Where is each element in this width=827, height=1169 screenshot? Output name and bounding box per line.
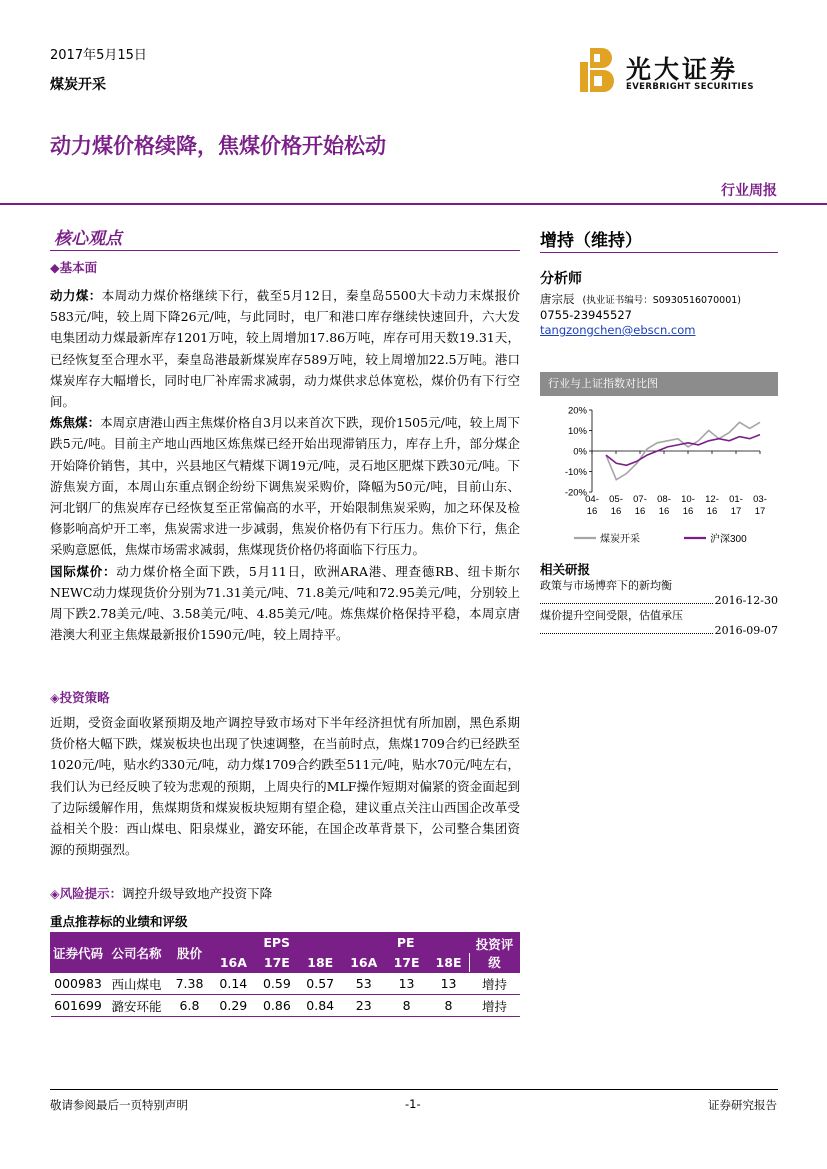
analyst-cert: (执业证书编号：S0930516070001) [582, 295, 742, 306]
footer-disclaimer: 敬请参阅最后一页特别声明 [50, 1098, 188, 1112]
col-year-header: 18E [299, 953, 342, 973]
fundamentals-heading: ◆基本面 [50, 260, 98, 275]
thermal-coal-label: 动力煤： [50, 288, 102, 303]
related-report-item[interactable] [540, 578, 778, 608]
cell-pe-16a: 53 [342, 973, 386, 995]
cell-pe-17e: 8 [386, 995, 428, 1017]
report-date: 2017年5月15日 [50, 48, 147, 63]
company-logo [580, 48, 780, 94]
related-report-item[interactable] [540, 608, 778, 638]
cell-eps-17e: 0.59 [255, 973, 298, 995]
table-row [51, 995, 520, 1017]
strategy-body: 近期，受资金面收紧预期及地产调控导致市场对下半年经济担忧有所加剧，黑色系期货价格大幅下跌，煤炭板块也出现了快速调整，在当前时点，焦煤1709合约已经跌至1020元/吨，贴水约330元/吨，动力煤1709合约跌至511元/吨，贴水70元/吨左右，我们认为已经反映了较为悲观的预期，上周央行的MLF操作短期对偏紧的资金面起到了边际缓解作用，焦煤期货和煤炭板块短期有望企稳，建议重点关注山西国企改革受益相关个股：西山煤电、阳泉煤业，潞安环能，在国企改革背景下，公司整合集团资源的预期强烈。 [50, 715, 520, 858]
x-tick-label: 16 [706, 506, 718, 517]
fundamentals-body [50, 285, 520, 645]
related-report-title: 煤价提升空间受限，估值承压 [540, 609, 683, 622]
logo-chinese-text: 光大证券 [626, 55, 739, 84]
x-tick-label: 08- [657, 494, 671, 505]
cell-name: 西山煤电 [106, 973, 168, 995]
recommend-table-title: 重点推荐标的业绩和评级 [50, 914, 188, 929]
report-headline: 动力煤价格续降，焦煤价格开始松动 [50, 134, 386, 158]
col-year-header: 18E [428, 953, 470, 973]
cell-price: 7.38 [168, 973, 212, 995]
related-report-date: 2016-12-30 [714, 594, 778, 607]
thermal-coal-text: 本周动力煤价格继续下行，截至5月12日，秦皇岛5500大卡动力末煤报价583元/吨，较上周下降26元/吨，与此同时，电厂和港口库存继续快速回升，六大发电集团动力煤最新库存1201万吨，较上周增加17.86万吨，库存可用天数19.31天，已经恢复至合理水平，秦皇岛港最新煤炭库存589万吨，较上周增加22.5万吨。港口煤炭库存大幅增长，同时电厂补库需求减弱，动力煤供求总体宽松，煤价仍有下行空间。 [50, 288, 520, 410]
strategy-heading: ◈投资策略 [50, 690, 110, 705]
sector-label: 煤炭开采 [50, 77, 106, 93]
related-report-title: 政策与市场博弈下的新均衡 [540, 579, 672, 592]
footer-report-label: 证券研究报告 [708, 1098, 777, 1112]
risk-heading: ◈风险提示： [50, 886, 123, 901]
footer-divider [50, 1089, 778, 1090]
y-tick-label: -10% [564, 467, 587, 478]
core-divider [50, 250, 520, 251]
cell-code: 601699 [51, 995, 106, 1017]
col-eps-header: EPS [212, 933, 342, 953]
col-year-header: 17E [255, 953, 298, 973]
cell-eps-16a: 0.29 [212, 995, 256, 1017]
coking-coal-paragraph [50, 412, 520, 560]
cell-eps-16a: 0.14 [212, 973, 256, 995]
chart-title: 行业与上证指数对比图 [540, 372, 778, 396]
x-tick-label: 12- [705, 494, 719, 505]
x-tick-label: 07- [633, 494, 647, 505]
cell-price: 6.8 [168, 995, 212, 1017]
x-tick-label: 01- [729, 494, 743, 505]
related-reports-list [540, 578, 778, 638]
x-tick-label: 05- [609, 494, 623, 505]
core-view-title: 核心观点 [54, 229, 122, 249]
risk-text: 调控升级导致地产投资下降 [122, 886, 273, 901]
recommend-table [50, 932, 520, 1017]
header-divider [0, 203, 827, 205]
cell-pe-17e: 13 [386, 973, 428, 995]
cell-pe-18e: 8 [428, 995, 470, 1017]
analyst-heading: 分析师 [540, 271, 582, 287]
everbright-logo-icon [580, 48, 614, 92]
col-price-header: 股价 [168, 933, 212, 973]
cell-rating: 增持 [470, 973, 520, 995]
logo-english-text: EVERBRIGHT SECURITIES [626, 82, 754, 92]
related-report-date: 2016-09-07 [714, 624, 778, 637]
x-tick-label: 16 [682, 506, 694, 517]
cell-pe-18e: 13 [428, 973, 470, 995]
col-rating-header: 投资评级 [470, 933, 520, 973]
cell-code: 000983 [51, 973, 106, 995]
col-name-header: 公司名称 [106, 933, 168, 973]
risk-line [50, 884, 272, 902]
col-year-header: 16A [212, 953, 256, 973]
y-tick-label: 20% [567, 405, 587, 417]
intl-coal-label: 国际煤价： [50, 563, 117, 579]
x-tick-label: 17 [754, 506, 766, 517]
x-tick-label: 04- [585, 494, 599, 505]
industry-vs-index-chart [540, 398, 778, 548]
x-tick-label: 16 [634, 506, 646, 517]
related-reports-heading: 相关研报 [540, 562, 591, 577]
cell-eps-18e: 0.57 [299, 973, 342, 995]
cell-eps-18e: 0.84 [299, 995, 342, 1017]
x-tick-label: 16 [658, 506, 670, 517]
analyst-email-link[interactable]: tangzongchen@ebscn.com [540, 323, 696, 337]
legend-label: 煤炭开采 [600, 534, 640, 545]
analyst-name: 唐宗辰 [540, 292, 575, 306]
y-tick-label: -20% [564, 487, 587, 499]
cell-eps-17e: 0.86 [255, 995, 298, 1017]
table-row [51, 973, 520, 995]
x-tick-label: 17 [730, 506, 742, 517]
y-tick-label: 10% [567, 426, 587, 437]
report-type: 行业周报 [721, 183, 777, 199]
col-pe-header: PE [342, 933, 470, 953]
x-tick-label: 16 [586, 506, 598, 517]
legend-label: 沪深300 [710, 534, 747, 545]
series-line-csi300 [606, 435, 760, 466]
coking-coal-text: 本周京唐港山西主焦煤价格自3月以来首次下跌，现价1505元/吨，较上周下跌5元/吨。目前主产地山西地区炼焦煤已经开始出现滞销压力，库存上升，部分煤企开始降价销售，其中，兴县地区气精煤下调19元/吨，灵石地区肥煤下跌30元/吨。下游焦炭方面，本周山东重点钢企纷纷下调焦炭采购价，降幅为50元/吨，目前山东、河北钢厂的焦炭库存已经恢复至正常偏高的水平，开始限制焦炭采购，加之环保及检修影响高炉开工率，焦炭需求进一步减弱，焦炭价格仍有下行压力。焦价下行，焦企采购意愿低，焦煤市场需求减弱，焦煤现货价格仍将面临下行压力。 [50, 415, 520, 558]
cell-rating: 增持 [470, 995, 520, 1017]
cell-pe-16a: 23 [342, 995, 386, 1017]
x-tick-label: 16 [610, 506, 622, 517]
y-tick-label: 0% [573, 446, 587, 458]
rating-label: 增持（维持） [540, 231, 642, 251]
intl-coal-text: 动力煤价格全面下跌，5月11日，欧洲ARA港、理查德RB、纽卡斯尔NEWC动力煤现货价分别为71.31美元/吨、71.8美元/吨和72.95美元/吨，分别较上周下跌2.78美元/吨、3.58美元/吨、4.85美元/吨。炼焦煤价格保持平稳，本周京唐港澳大利亚主焦煤最新报价1590元/吨，较上周持平。 [50, 563, 520, 643]
col-code-header: 证券代码 [51, 933, 106, 973]
x-tick-label: 03- [753, 494, 767, 505]
analyst-info [540, 292, 741, 338]
coking-coal-label: 炼焦煤： [50, 415, 101, 431]
cell-name: 潞安环能 [106, 995, 168, 1017]
thermal-coal-paragraph [50, 285, 520, 412]
col-year-header: 16A [342, 953, 386, 973]
x-tick-label: 10- [681, 494, 695, 505]
col-year-header: 17E [386, 953, 428, 973]
analyst-phone: 0755-23945527 [540, 308, 632, 322]
rating-divider [540, 252, 778, 253]
page-number: -1- [405, 1097, 421, 1111]
intl-coal-paragraph [50, 561, 520, 646]
